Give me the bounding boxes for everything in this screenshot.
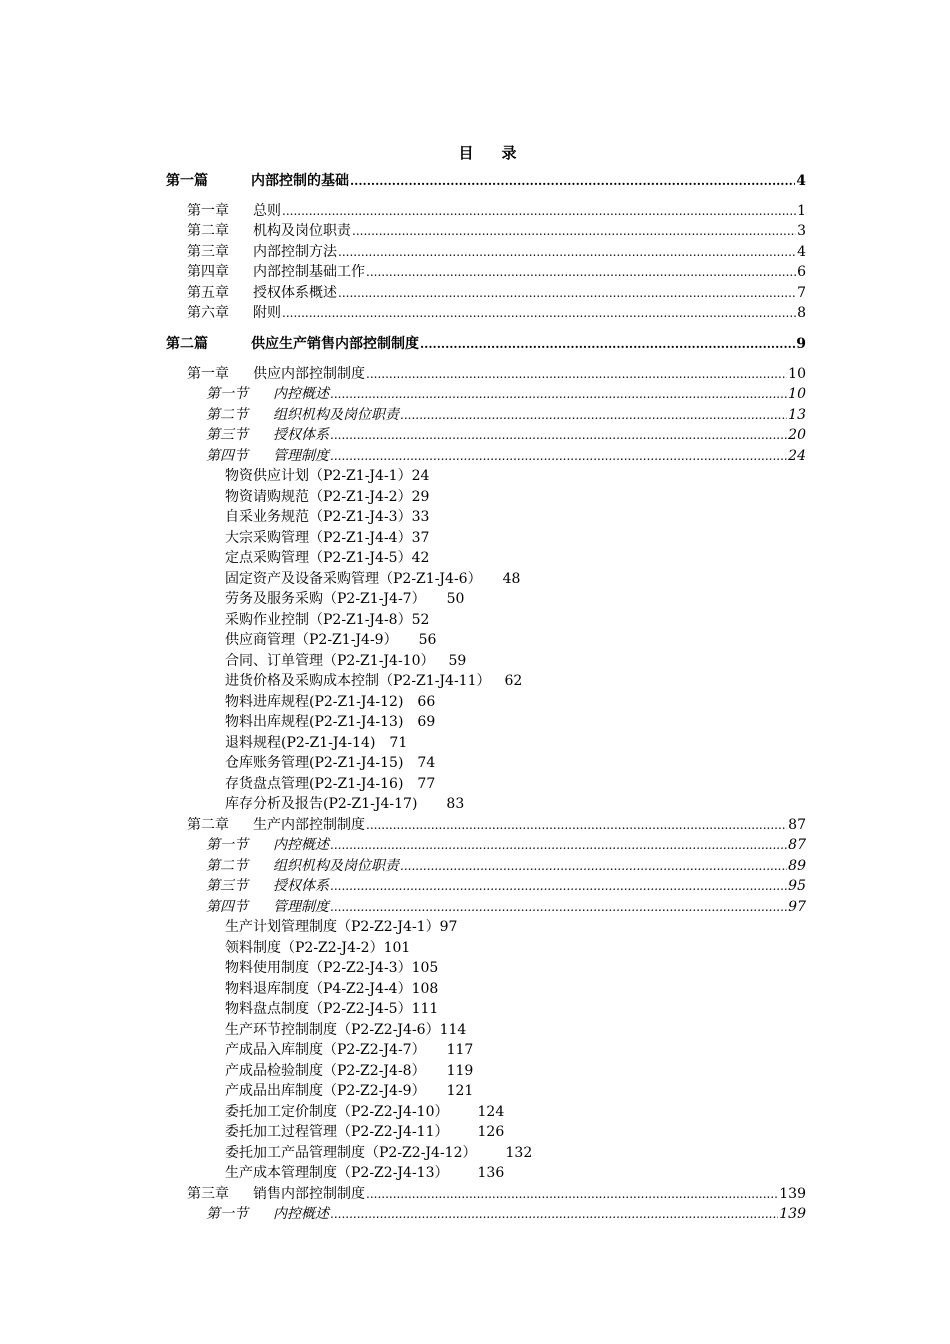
item-title: 存货盘点管理(P2-Z1-J4-16) [225, 776, 404, 792]
item-title: 生产成本管理制度（P2-Z2-J4-13） [225, 1165, 449, 1181]
toc-chapter[interactable] [187, 303, 806, 323]
page-number: 83 [446, 796, 465, 812]
page-number: 87 [788, 837, 806, 853]
section-number: 第四节 [206, 448, 248, 464]
toc-item[interactable] [225, 938, 410, 958]
toc-item[interactable] [225, 1061, 473, 1081]
chapter-number: 第六章 [187, 305, 229, 321]
page-number: 97 [788, 899, 806, 915]
toc-item[interactable] [225, 733, 407, 753]
toc-item[interactable] [225, 958, 438, 978]
item-title: 物料进库规程(P2-Z1-J4-12) [225, 694, 404, 710]
page-number: 52 [411, 612, 430, 628]
section-number: 第二节 [206, 858, 248, 874]
section-title: 授权体系 [273, 427, 329, 443]
chapter-title: 内部控制基础工作 [253, 264, 365, 280]
toc-chapter[interactable] [187, 815, 806, 835]
page-number: 33 [411, 509, 430, 525]
toc-chapter[interactable] [187, 262, 806, 282]
toc-item[interactable] [225, 1163, 504, 1183]
page-number: 24 [411, 468, 430, 484]
page-number: 71 [389, 735, 408, 751]
item-title: 委托加工定价制度（P2-Z2-J4-10） [225, 1104, 449, 1120]
item-title: 自采业务规范（P2-Z1-J4-3） [225, 509, 412, 525]
page-number: 62 [504, 673, 523, 689]
page-number: 50 [446, 591, 465, 607]
page-number: 69 [417, 714, 436, 730]
toc-part-2[interactable] [166, 334, 806, 354]
toc-item[interactable] [225, 507, 429, 527]
page-number: 20 [788, 427, 806, 443]
toc-item[interactable] [225, 692, 435, 712]
dot-leader [330, 835, 787, 855]
page-number: 126 [477, 1124, 505, 1140]
section-title: 授权体系 [273, 878, 329, 894]
item-title: 仓库账务管理(P2-Z1-J4-15) [225, 755, 404, 771]
page-number: 114 [439, 1022, 467, 1038]
dot-leader [366, 364, 787, 384]
dot-leader [366, 815, 787, 835]
dot-leader [352, 221, 796, 241]
part-number: 第二篇 [166, 336, 208, 352]
chapter-title: 供应内部控制制度 [253, 366, 365, 382]
section-number: 第三节 [206, 878, 248, 894]
section-number: 第一节 [206, 837, 248, 853]
page-number: 8 [797, 305, 806, 321]
toc-chapter[interactable] [187, 364, 806, 384]
item-title: 定点采购管理（P2-Z1-J4-5） [225, 550, 412, 566]
page-number: 9 [796, 336, 806, 352]
toc-item[interactable] [225, 1102, 504, 1122]
dot-leader [330, 384, 787, 404]
toc-section[interactable] [206, 425, 806, 445]
dot-leader [330, 897, 787, 917]
toc-item[interactable] [225, 569, 520, 589]
section-number: 第三节 [206, 427, 248, 443]
page-number: 10 [788, 386, 806, 402]
page-number: 101 [383, 940, 411, 956]
dot-leader [400, 856, 787, 876]
toc-chapter[interactable] [187, 201, 806, 221]
chapter-title: 机构及岗位职责 [253, 223, 351, 239]
toc-item[interactable] [225, 630, 436, 650]
chapter-number: 第五章 [187, 285, 229, 301]
page-number: 108 [411, 981, 439, 997]
item-title: 固定资产及设备采购管理（P2-Z1-J4-6） [225, 571, 482, 587]
page-number: 29 [411, 489, 430, 505]
toc-item[interactable] [225, 651, 466, 671]
toc-chapter[interactable] [187, 1184, 806, 1204]
toc-item[interactable] [225, 487, 429, 507]
part-title: 内部控制的基础 [251, 173, 349, 189]
toc-item[interactable] [225, 1122, 504, 1142]
chapter-number: 第三章 [187, 1186, 229, 1202]
item-title: 物资请购规范（P2-Z1-J4-2） [225, 489, 412, 505]
item-title: 产成品检验制度（P2-Z2-J4-8） [225, 1063, 426, 1079]
item-title: 生产环节控制制度（P2-Z2-J4-6） [225, 1022, 440, 1038]
toc-chapter[interactable] [187, 221, 806, 241]
section-title: 组织机构及岗位职责 [273, 407, 399, 423]
page-number: 139 [779, 1206, 806, 1222]
section-title: 内控概述 [273, 1206, 329, 1222]
page-number: 132 [505, 1145, 533, 1161]
item-title: 库存分析及报告(P2-Z1-J4-17) [225, 796, 418, 812]
toc-item[interactable] [225, 999, 438, 1019]
toc-item[interactable] [225, 528, 429, 548]
page-number: 105 [411, 960, 439, 976]
section-title: 内控概述 [273, 837, 329, 853]
page-number: 95 [788, 878, 806, 894]
toc-section[interactable] [206, 897, 806, 917]
chapter-number: 第一章 [187, 366, 229, 382]
chapter-number: 第二章 [187, 223, 229, 239]
toc-item[interactable] [225, 712, 435, 732]
toc-item[interactable] [225, 753, 435, 773]
part-title: 供应生产销售内部控制制度 [251, 336, 419, 352]
page-number: 77 [417, 776, 436, 792]
page-number: 89 [788, 858, 806, 874]
dot-leader [330, 425, 787, 445]
toc-item[interactable] [225, 1143, 532, 1163]
item-title: 退料规程(P2-Z1-J4-14) [225, 735, 376, 751]
page-number: 37 [411, 530, 430, 546]
dot-leader [338, 242, 796, 262]
chapter-title: 附则 [253, 305, 281, 321]
chapter-title: 授权体系概述 [253, 285, 337, 301]
page-number: 117 [446, 1042, 474, 1058]
page-number: 136 [477, 1165, 505, 1181]
item-title: 物料盘点制度（P2-Z2-J4-5） [225, 1001, 412, 1017]
dot-leader [330, 876, 787, 896]
page-number: 111 [411, 1001, 439, 1017]
toc-section[interactable] [206, 856, 806, 876]
item-title: 领料制度（P2-Z2-J4-2） [225, 940, 384, 956]
page-number: 139 [779, 1186, 806, 1202]
item-title: 采购作业控制（P2-Z1-J4-8） [225, 612, 412, 628]
toc-section[interactable] [206, 1204, 806, 1224]
part-number: 第一篇 [166, 173, 208, 189]
section-number: 第一节 [206, 1206, 248, 1222]
page-number: 42 [411, 550, 430, 566]
section-title: 管理制度 [273, 899, 329, 915]
dot-leader [330, 1204, 778, 1224]
chapter-title: 销售内部控制制度 [253, 1186, 365, 1202]
item-title: 进货价格及采购成本控制（P2-Z1-J4-11） [225, 673, 491, 689]
page-number: 56 [418, 632, 437, 648]
toc-item[interactable] [225, 1020, 466, 1040]
item-title: 产成品出库制度（P2-Z2-J4-9） [225, 1083, 426, 1099]
item-title: 产成品入库制度（P2-Z2-J4-7） [225, 1042, 426, 1058]
toc-item[interactable] [225, 1040, 473, 1060]
toc-item[interactable] [225, 979, 438, 999]
toc-item[interactable] [225, 548, 429, 568]
page-number: 24 [788, 448, 806, 464]
toc-item[interactable] [225, 917, 457, 937]
item-title: 物料出库规程(P2-Z1-J4-13) [225, 714, 404, 730]
dot-leader [330, 446, 787, 466]
dot-leader [420, 334, 795, 354]
dot-leader [350, 171, 795, 191]
toc-section[interactable] [206, 835, 806, 855]
section-number: 第二节 [206, 407, 248, 423]
item-title: 委托加工过程管理（P2-Z2-J4-11） [225, 1124, 449, 1140]
chapter-number: 第四章 [187, 264, 229, 280]
section-number: 第四节 [206, 899, 248, 915]
page-number: 3 [797, 223, 806, 239]
dot-leader [282, 201, 796, 221]
toc-item[interactable] [225, 671, 522, 691]
item-title: 合同、订单管理（P2-Z1-J4-10） [225, 653, 435, 669]
toc-chapter[interactable] [187, 242, 806, 262]
item-title: 物料使用制度（P2-Z2-J4-3） [225, 960, 412, 976]
toc-item[interactable] [225, 794, 464, 814]
toc-item[interactable] [225, 774, 435, 794]
item-title: 生产计划管理制度（P2-Z2-J4-1） [225, 919, 440, 935]
toc-part-1[interactable] [166, 171, 806, 191]
toc-chapter[interactable] [187, 283, 806, 303]
toc-item[interactable] [225, 589, 464, 609]
toc-title [0, 142, 950, 163]
page-number: 119 [446, 1063, 474, 1079]
item-title: 大宗采购管理（P2-Z1-J4-4） [225, 530, 412, 546]
section-number: 第一节 [206, 386, 248, 402]
page-number: 87 [788, 817, 806, 833]
chapter-number: 第三章 [187, 244, 229, 260]
dot-leader [338, 283, 796, 303]
page-number: 124 [477, 1104, 505, 1120]
page-number: 66 [417, 694, 436, 710]
page-number: 1 [797, 203, 806, 219]
page-number: 59 [448, 653, 467, 669]
dot-leader [366, 262, 796, 282]
toc-item[interactable] [225, 1081, 473, 1101]
toc-section[interactable] [206, 876, 806, 896]
page-number: 6 [797, 264, 806, 280]
page-number: 97 [439, 919, 458, 935]
item-title: 物料退库制度（P4-Z2-J4-4） [225, 981, 412, 997]
dot-leader [282, 303, 796, 323]
section-title: 内控概述 [273, 386, 329, 402]
page-number: 74 [417, 755, 436, 771]
page-number: 13 [788, 407, 806, 423]
section-title: 管理制度 [273, 448, 329, 464]
chapter-number: 第二章 [187, 817, 229, 833]
section-title: 组织机构及岗位职责 [273, 858, 399, 874]
toc-section[interactable] [206, 384, 806, 404]
page-number: 7 [797, 285, 806, 301]
dot-leader [366, 1184, 778, 1204]
toc-item[interactable] [225, 466, 429, 486]
toc-item[interactable] [225, 610, 429, 630]
page-number: 4 [796, 173, 806, 189]
toc-section[interactable] [206, 405, 806, 425]
page-number: 10 [788, 366, 806, 382]
chapter-title: 内部控制方法 [253, 244, 337, 260]
toc-title-left: 目 [458, 144, 474, 162]
page-number: 48 [502, 571, 521, 587]
item-title: 劳务及服务采购（P2-Z1-J4-7） [225, 591, 426, 607]
item-title: 委托加工产品管理制度（P2-Z2-J4-12） [225, 1145, 477, 1161]
chapter-number: 第一章 [187, 203, 229, 219]
toc-title-right: 录 [501, 144, 517, 162]
item-title: 物资供应计划（P2-Z1-J4-1） [225, 468, 412, 484]
toc-section[interactable] [206, 446, 806, 466]
page-number: 121 [446, 1083, 474, 1099]
chapter-title: 生产内部控制制度 [253, 817, 365, 833]
item-title: 供应商管理（P2-Z1-J4-9） [225, 632, 398, 648]
page-number: 4 [797, 244, 806, 260]
chapter-title: 总则 [253, 203, 281, 219]
dot-leader [400, 405, 787, 425]
